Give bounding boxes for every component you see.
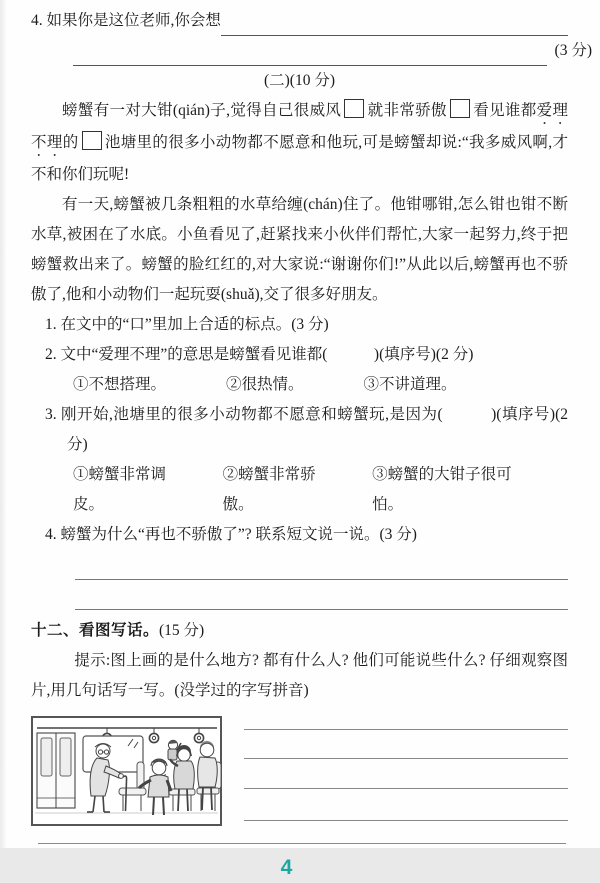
- emphasized-word: 爱理: [536, 102, 568, 119]
- passage-text: 螃蟹有一对大钳(qián)子,觉得自己很威风: [62, 102, 342, 119]
- section-two-title: (二)(10 分): [263, 72, 336, 89]
- writing-lines: [244, 716, 568, 826]
- answer-line-2: [75, 580, 568, 610]
- emphasized-word: 不理: [31, 134, 63, 151]
- question-3: 3. 刚开始,池塘里的很多小动物都不愿意和螃蟹玩,是因为( )(填序号)(2 分): [45, 406, 568, 453]
- question-3-options: [45, 460, 568, 520]
- writing-line-3: [244, 759, 568, 789]
- writing-line-1: [244, 716, 568, 730]
- passage-text: 看见谁都: [472, 102, 537, 119]
- score-label: (3 分): [554, 42, 592, 59]
- option-2: ②很热情。: [226, 376, 304, 393]
- option-2: ②螃蟹非常骄傲。: [222, 466, 316, 513]
- passage-paragraph-2: 有一天,螃蟹被几条粗粗的水草给缠(chán)住了。他钳哪钳,怎么钳也钳不断水草,被困在了水底。小鱼看见了,赶紧找来小伙伴们帮忙,大家一起努力,终于把螃蟹救出来了。螃蟹的脸红红的,对大家说:“谢谢你们!”从此以后,螃蟹再也不骄傲了,他和小动物们一起玩耍(shuǎ),交了很多好朋友。: [31, 196, 568, 303]
- page-number: 4: [280, 856, 293, 879]
- question-4-prompt: [31, 6, 568, 36]
- punctuation-box-3: [82, 131, 102, 150]
- question-1: 1. 在文中的“口”里加上合适的标点。(3 分): [45, 316, 329, 333]
- question-2-options: [45, 370, 568, 400]
- answer-blank-line: [73, 41, 547, 66]
- bus-scene-illustration: [31, 716, 222, 826]
- answer-blank-inline: [221, 11, 568, 36]
- answer-line-1: [75, 550, 568, 580]
- question-list: [45, 310, 568, 550]
- section-twelve-title: 十二、看图写话。: [31, 622, 160, 639]
- writing-line-4: [244, 789, 568, 821]
- option-1: ①不想搭理。: [73, 376, 167, 393]
- section-twelve-score: (15 分): [159, 622, 205, 639]
- punctuation-box-2: [450, 99, 470, 118]
- passage-text: 就非常骄傲: [367, 102, 447, 119]
- question-4-prompt-label: 4. 如果你是这位老师,你会想: [31, 12, 221, 29]
- option-1: ①螃蟹非常调皮。: [73, 466, 167, 513]
- passage-text: 的: [62, 134, 79, 151]
- question-4: 4. 螃蟹为什么“再也不骄傲了”? 联系短文说一说。(3 分): [45, 526, 417, 543]
- writing-hint: 提示:图上画的是什么地方? 都有什么人? 他们可能说些什么? 仔细观察图片,用几句话写一写。(没学过的字写拼音): [31, 652, 568, 699]
- writing-line-5: [38, 843, 566, 844]
- picture-writing-area: [31, 716, 568, 826]
- punctuation-box-1: [344, 99, 364, 118]
- passage-paragraph-1: [31, 96, 568, 190]
- option-3: ③不讲道理。: [363, 376, 457, 393]
- question-4-answer-row: [31, 36, 592, 66]
- writing-line-2: [244, 730, 568, 759]
- passage-text: 池塘里的很多小动物都不愿意和他玩,可是螃蟹却说:“我多威风啊,才不和你们玩呢!: [31, 134, 568, 183]
- section-twelve-heading: [31, 616, 568, 646]
- option-3: ③螃蟹的大钳子很可怕。: [372, 466, 512, 513]
- question-2: 2. 文中“爱理不理”的意思是螃蟹看见谁都( )(填序号)(2 分): [45, 346, 474, 363]
